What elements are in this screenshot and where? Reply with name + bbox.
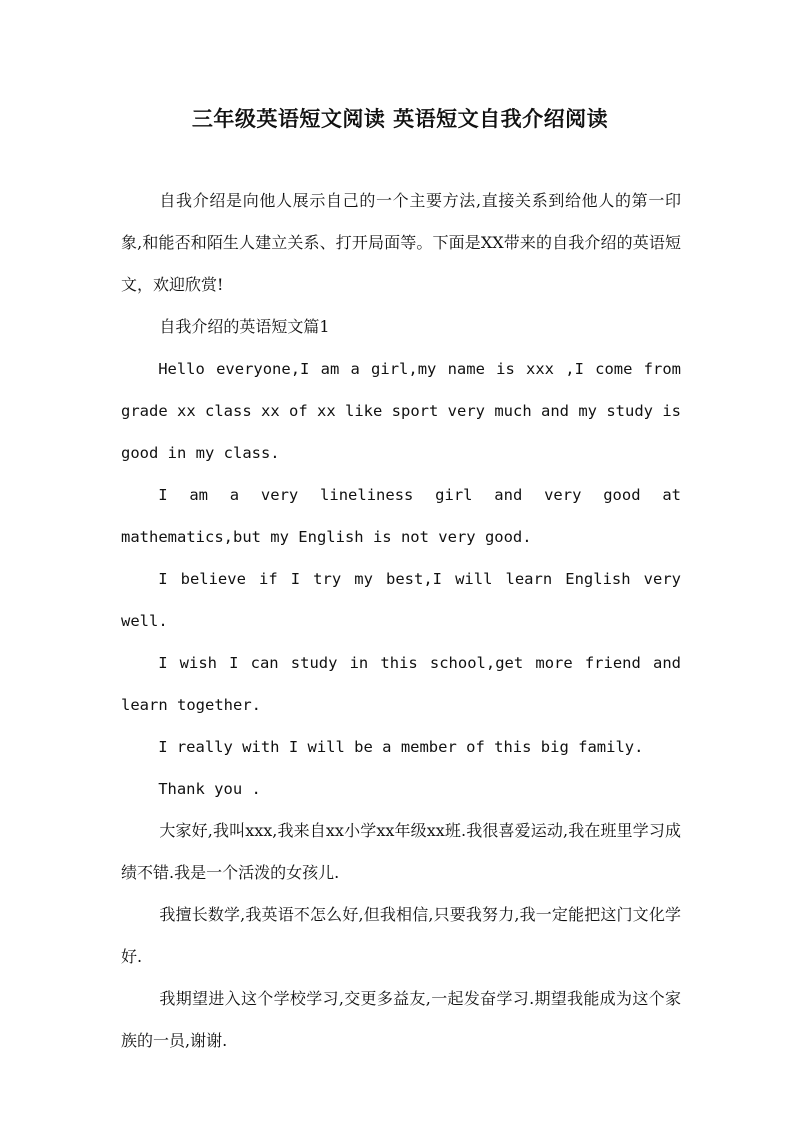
intro-paragraph: 自我介绍是向他人展示自己的一个主要方法,直接关系到给他人的第一印象,和能否和陌生人建立关系、打开局面等。下面是XX带来的自我介绍的英语短文，欢迎欣赏! xyxy=(121,191,681,294)
document-title: 三年级英语短文阅读 英语短文自我介绍阅读 xyxy=(191,106,609,131)
english-paragraph: Thank you . xyxy=(158,780,261,798)
english-paragraph: I am a very lineliness girl and very good at mathematics,but my English is not very good. xyxy=(121,486,681,546)
chinese-paragraph: 我期望进入这个学校学习,交更多益友,一起发奋学习.期望我能成为这个家族的一员,谢谢. xyxy=(121,989,681,1050)
section-heading: 自我介绍的英语短文篇1 xyxy=(159,317,330,336)
english-paragraph: Hello everyone,I am a girl,my name is xxx ,I come from grade xx class xx of xx like sport very much and my study is good in my class. xyxy=(121,360,681,462)
english-paragraph: I really with I will be a member of this big family. xyxy=(158,738,644,756)
english-paragraph: I wish I can study in this school,get more friend and learn together. xyxy=(121,654,681,714)
chinese-paragraph: 大家好,我叫xxx,我来自xx小学xx年级xx班.我很喜爱运动,我在班里学习成绩不错.我是一个活泼的女孩儿. xyxy=(121,821,681,882)
english-paragraph: I believe if I try my best,I will learn English very well. xyxy=(121,570,681,630)
chinese-paragraph: 我擅长数学,我英语不怎么好,但我相信,只要我努力,我一定能把这门文化学好. xyxy=(121,905,681,966)
document-body xyxy=(121,180,681,1062)
